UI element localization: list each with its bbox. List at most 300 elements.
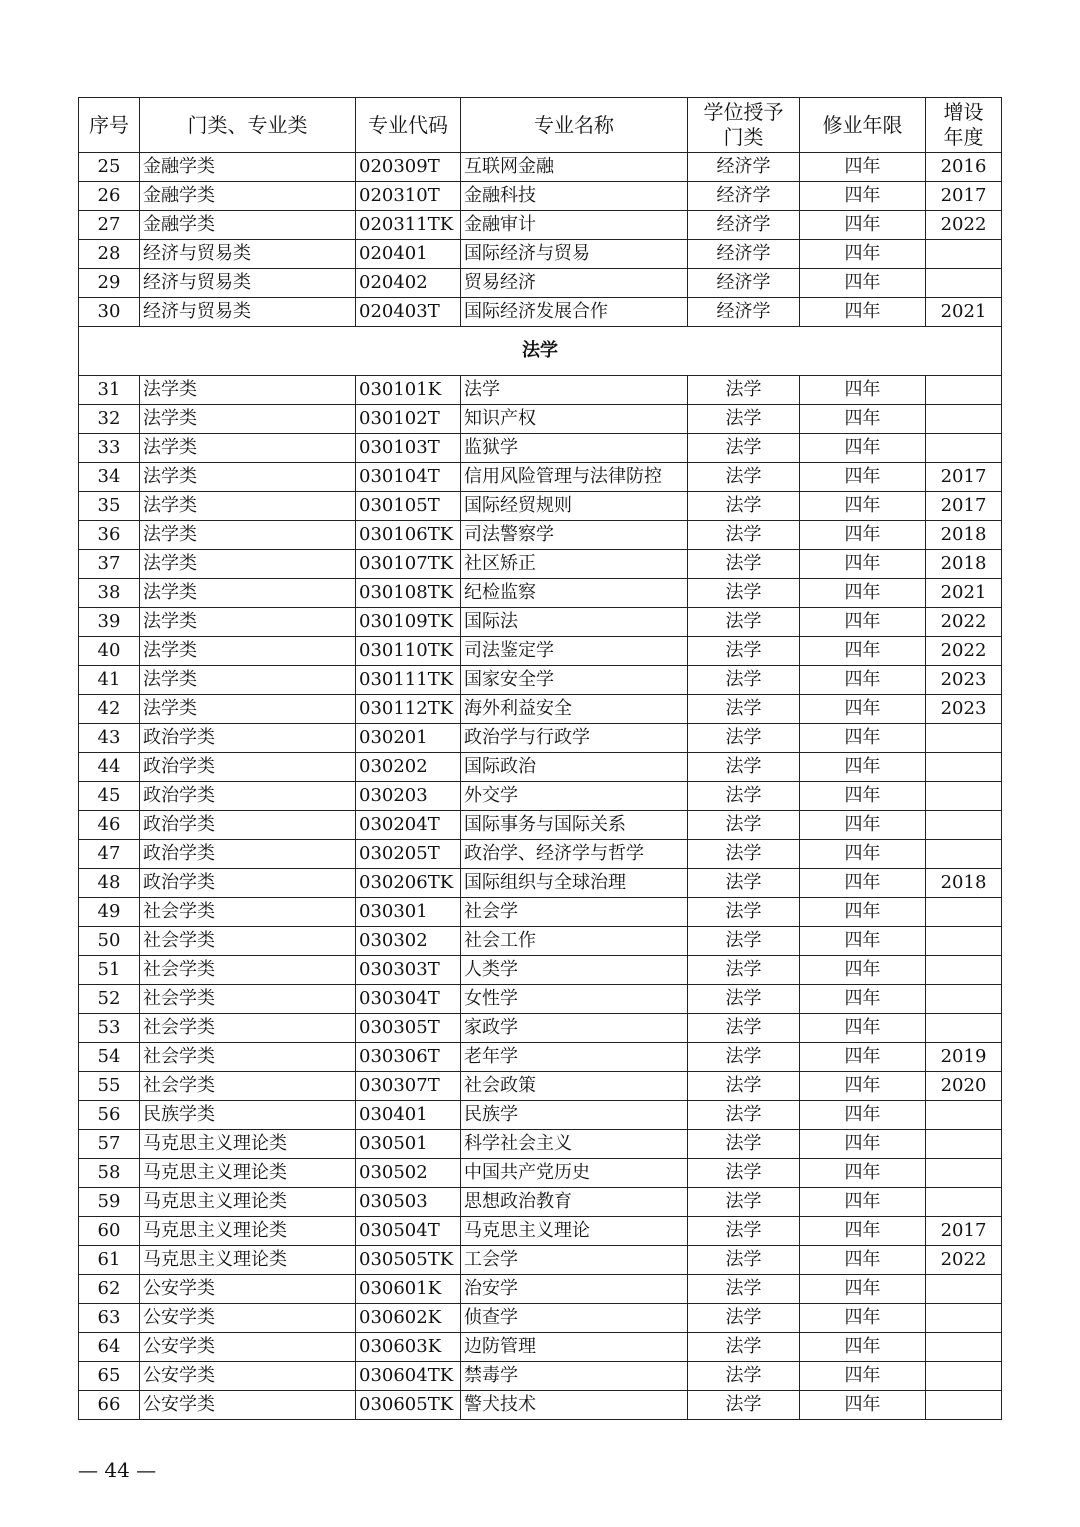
- cell-degree: 法学: [688, 840, 800, 869]
- cell-code: 030205T: [356, 840, 461, 869]
- cell-year-added: [926, 724, 1002, 753]
- cell-name: 政治学与行政学: [461, 724, 688, 753]
- cell-category: 法学类: [140, 579, 356, 608]
- table-row: [79, 637, 1002, 666]
- cell-duration: 四年: [800, 298, 926, 327]
- cell-seq: 57: [79, 1130, 140, 1159]
- cell-category: 公安学类: [140, 1333, 356, 1362]
- cell-name: 金融科技: [461, 182, 688, 211]
- cell-duration: 四年: [800, 434, 926, 463]
- cell-code: 030109TK: [356, 608, 461, 637]
- cell-code: 020311TK: [356, 211, 461, 240]
- cell-category: 政治学类: [140, 811, 356, 840]
- cell-year-added: 2022: [926, 211, 1002, 240]
- cell-code: 030505TK: [356, 1246, 461, 1275]
- cell-year-added: 2018: [926, 521, 1002, 550]
- cell-category: 社会学类: [140, 1072, 356, 1101]
- cell-code: 030108TK: [356, 579, 461, 608]
- majors-table: [78, 97, 1002, 1420]
- cell-category: 社会学类: [140, 1043, 356, 1072]
- cell-year-added: [926, 840, 1002, 869]
- cell-seq: 33: [79, 434, 140, 463]
- cell-name: 社会学: [461, 898, 688, 927]
- cell-name: 国际经济发展合作: [461, 298, 688, 327]
- cell-degree: 法学: [688, 753, 800, 782]
- section-title: 法学: [79, 327, 1002, 376]
- cell-year-added: [926, 753, 1002, 782]
- table-row: [79, 376, 1002, 405]
- cell-duration: 四年: [800, 782, 926, 811]
- table-row: [79, 550, 1002, 579]
- cell-category: 金融学类: [140, 153, 356, 182]
- cell-year-added: 2022: [926, 637, 1002, 666]
- cell-seq: 53: [79, 1014, 140, 1043]
- cell-name: 科学社会主义: [461, 1130, 688, 1159]
- cell-degree: 法学: [688, 1188, 800, 1217]
- cell-code: 030206TK: [356, 869, 461, 898]
- cell-seq: 54: [79, 1043, 140, 1072]
- cell-seq: 44: [79, 753, 140, 782]
- cell-degree: 法学: [688, 1304, 800, 1333]
- cell-category: 政治学类: [140, 724, 356, 753]
- cell-code: 030302: [356, 927, 461, 956]
- cell-code: 030111TK: [356, 666, 461, 695]
- cell-category: 社会学类: [140, 898, 356, 927]
- cell-category: 法学类: [140, 463, 356, 492]
- cell-duration: 四年: [800, 985, 926, 1014]
- cell-name: 社会工作: [461, 927, 688, 956]
- cell-name: 中国共产党历史: [461, 1159, 688, 1188]
- cell-degree: 法学: [688, 1333, 800, 1362]
- cell-category: 经济与贸易类: [140, 269, 356, 298]
- cell-name: 人类学: [461, 956, 688, 985]
- cell-duration: 四年: [800, 1043, 926, 1072]
- cell-name: 国际政治: [461, 753, 688, 782]
- table-row: [79, 269, 1002, 298]
- cell-code: 030602K: [356, 1304, 461, 1333]
- table-row: [79, 1072, 1002, 1101]
- cell-code: 020309T: [356, 153, 461, 182]
- cell-code: 030601K: [356, 1275, 461, 1304]
- cell-duration: 四年: [800, 579, 926, 608]
- cell-name: 司法警察学: [461, 521, 688, 550]
- cell-category: 马克思主义理论类: [140, 1130, 356, 1159]
- header-seq: 序号: [79, 98, 140, 153]
- cell-seq: 42: [79, 695, 140, 724]
- cell-name: 国际法: [461, 608, 688, 637]
- cell-degree: 法学: [688, 985, 800, 1014]
- cell-category: 社会学类: [140, 985, 356, 1014]
- cell-year-added: [926, 1275, 1002, 1304]
- cell-seq: 37: [79, 550, 140, 579]
- cell-code: 030307T: [356, 1072, 461, 1101]
- cell-name: 国家安全学: [461, 666, 688, 695]
- cell-year-added: [926, 1188, 1002, 1217]
- cell-duration: 四年: [800, 608, 926, 637]
- cell-year-added: [926, 1333, 1002, 1362]
- cell-degree: 法学: [688, 1246, 800, 1275]
- cell-seq: 41: [79, 666, 140, 695]
- cell-year-added: [926, 898, 1002, 927]
- cell-seq: 43: [79, 724, 140, 753]
- cell-duration: 四年: [800, 492, 926, 521]
- cell-seq: 58: [79, 1159, 140, 1188]
- cell-name: 国际经济与贸易: [461, 240, 688, 269]
- cell-duration: 四年: [800, 182, 926, 211]
- header-duration: 修业年限: [800, 98, 926, 153]
- cell-category: 法学类: [140, 695, 356, 724]
- table-row: [79, 724, 1002, 753]
- cell-code: 030105T: [356, 492, 461, 521]
- cell-seq: 66: [79, 1391, 140, 1420]
- cell-code: 030401: [356, 1101, 461, 1130]
- cell-degree: 法学: [688, 608, 800, 637]
- cell-duration: 四年: [800, 1246, 926, 1275]
- cell-year-added: 2018: [926, 550, 1002, 579]
- cell-duration: 四年: [800, 521, 926, 550]
- cell-duration: 四年: [800, 927, 926, 956]
- table-row: [79, 579, 1002, 608]
- cell-name: 思想政治教育: [461, 1188, 688, 1217]
- table-row: [79, 240, 1002, 269]
- cell-duration: 四年: [800, 1188, 926, 1217]
- cell-code: 030102T: [356, 405, 461, 434]
- cell-category: 政治学类: [140, 869, 356, 898]
- cell-degree: 法学: [688, 666, 800, 695]
- cell-seq: 51: [79, 956, 140, 985]
- cell-seq: 62: [79, 1275, 140, 1304]
- table-row: [79, 753, 1002, 782]
- cell-degree: 法学: [688, 1101, 800, 1130]
- cell-year-added: [926, 1362, 1002, 1391]
- cell-degree: 法学: [688, 463, 800, 492]
- table-row: [79, 1246, 1002, 1275]
- cell-code: 030305T: [356, 1014, 461, 1043]
- cell-seq: 34: [79, 463, 140, 492]
- cell-degree: 经济学: [688, 269, 800, 298]
- table-row: [79, 1275, 1002, 1304]
- table-row: [79, 405, 1002, 434]
- cell-seq: 28: [79, 240, 140, 269]
- cell-name: 信用风险管理与法律防控: [461, 463, 688, 492]
- cell-name: 国际经贸规则: [461, 492, 688, 521]
- table-row: [79, 182, 1002, 211]
- table-row: [79, 985, 1002, 1014]
- cell-name: 国际事务与国际关系: [461, 811, 688, 840]
- cell-code: 030201: [356, 724, 461, 753]
- cell-duration: 四年: [800, 463, 926, 492]
- cell-code: 030202: [356, 753, 461, 782]
- section-row: [79, 327, 1002, 376]
- cell-category: 公安学类: [140, 1391, 356, 1420]
- cell-category: 马克思主义理论类: [140, 1217, 356, 1246]
- table-row: [79, 521, 1002, 550]
- cell-seq: 38: [79, 579, 140, 608]
- cell-year-added: [926, 1130, 1002, 1159]
- cell-name: 社会政策: [461, 1072, 688, 1101]
- table-row: [79, 840, 1002, 869]
- cell-name: 外交学: [461, 782, 688, 811]
- cell-code: 030501: [356, 1130, 461, 1159]
- cell-code: 030107TK: [356, 550, 461, 579]
- cell-name: 禁毒学: [461, 1362, 688, 1391]
- cell-degree: 经济学: [688, 153, 800, 182]
- cell-duration: 四年: [800, 724, 926, 753]
- cell-duration: 四年: [800, 898, 926, 927]
- cell-code: 030301: [356, 898, 461, 927]
- table-row: [79, 927, 1002, 956]
- cell-year-added: [926, 811, 1002, 840]
- cell-seq: 60: [79, 1217, 140, 1246]
- cell-category: 法学类: [140, 521, 356, 550]
- cell-name: 边防管理: [461, 1333, 688, 1362]
- cell-code: 030101K: [356, 376, 461, 405]
- cell-duration: 四年: [800, 405, 926, 434]
- cell-degree: 法学: [688, 1072, 800, 1101]
- cell-degree: 法学: [688, 811, 800, 840]
- cell-duration: 四年: [800, 1275, 926, 1304]
- cell-name: 司法鉴定学: [461, 637, 688, 666]
- cell-duration: 四年: [800, 240, 926, 269]
- cell-category: 金融学类: [140, 182, 356, 211]
- cell-year-added: 2017: [926, 1217, 1002, 1246]
- cell-category: 政治学类: [140, 840, 356, 869]
- cell-code: 030112TK: [356, 695, 461, 724]
- cell-category: 法学类: [140, 550, 356, 579]
- cell-year-added: [926, 240, 1002, 269]
- table-body-law: [79, 376, 1002, 1420]
- cell-year-added: [926, 269, 1002, 298]
- cell-duration: 四年: [800, 376, 926, 405]
- table-row: [79, 1043, 1002, 1072]
- cell-year-added: 2020: [926, 1072, 1002, 1101]
- cell-seq: 46: [79, 811, 140, 840]
- table-row: [79, 1101, 1002, 1130]
- cell-seq: 52: [79, 985, 140, 1014]
- cell-category: 法学类: [140, 637, 356, 666]
- cell-category: 经济与贸易类: [140, 298, 356, 327]
- cell-duration: 四年: [800, 811, 926, 840]
- cell-degree: 法学: [688, 376, 800, 405]
- cell-degree: 法学: [688, 1217, 800, 1246]
- cell-year-added: 2021: [926, 579, 1002, 608]
- cell-duration: 四年: [800, 666, 926, 695]
- cell-degree: 法学: [688, 927, 800, 956]
- cell-code: 030306T: [356, 1043, 461, 1072]
- table-row: [79, 1362, 1002, 1391]
- cell-degree: 法学: [688, 869, 800, 898]
- cell-category: 经济与贸易类: [140, 240, 356, 269]
- cell-category: 马克思主义理论类: [140, 1246, 356, 1275]
- table-row: [79, 434, 1002, 463]
- table-row: [79, 1304, 1002, 1333]
- table-header-row: [79, 98, 1002, 153]
- cell-name: 互联网金融: [461, 153, 688, 182]
- table-body-economics: [79, 153, 1002, 327]
- cell-code: 030303T: [356, 956, 461, 985]
- cell-seq: 26: [79, 182, 140, 211]
- cell-name: 工会学: [461, 1246, 688, 1275]
- cell-category: 法学类: [140, 492, 356, 521]
- cell-code: 030203: [356, 782, 461, 811]
- cell-degree: 法学: [688, 1014, 800, 1043]
- table-row: [79, 695, 1002, 724]
- cell-duration: 四年: [800, 840, 926, 869]
- cell-degree: 法学: [688, 1362, 800, 1391]
- section-law: [79, 327, 1002, 376]
- cell-category: 法学类: [140, 376, 356, 405]
- cell-seq: 36: [79, 521, 140, 550]
- page-number: — 44 —: [78, 1458, 157, 1482]
- cell-year-added: 2021: [926, 298, 1002, 327]
- cell-code: 020310T: [356, 182, 461, 211]
- cell-category: 马克思主义理论类: [140, 1188, 356, 1217]
- cell-name: 老年学: [461, 1043, 688, 1072]
- cell-year-added: 2023: [926, 666, 1002, 695]
- cell-code: 020403T: [356, 298, 461, 327]
- cell-year-added: [926, 985, 1002, 1014]
- table-row: [79, 608, 1002, 637]
- cell-duration: 四年: [800, 1333, 926, 1362]
- cell-degree: 经济学: [688, 211, 800, 240]
- header-code: 专业代码: [356, 98, 461, 153]
- cell-duration: 四年: [800, 1130, 926, 1159]
- table-row: [79, 956, 1002, 985]
- cell-code: 030604TK: [356, 1362, 461, 1391]
- cell-code: 030104T: [356, 463, 461, 492]
- cell-seq: 64: [79, 1333, 140, 1362]
- table-row: [79, 782, 1002, 811]
- table-row: [79, 811, 1002, 840]
- cell-degree: 法学: [688, 405, 800, 434]
- cell-seq: 30: [79, 298, 140, 327]
- table-row: [79, 211, 1002, 240]
- cell-year-added: [926, 1014, 1002, 1043]
- cell-year-added: 2019: [926, 1043, 1002, 1072]
- cell-year-added: [926, 1159, 1002, 1188]
- cell-name: 社区矫正: [461, 550, 688, 579]
- cell-degree: 法学: [688, 1159, 800, 1188]
- table-row: [79, 153, 1002, 182]
- cell-degree: 法学: [688, 550, 800, 579]
- cell-category: 法学类: [140, 405, 356, 434]
- cell-duration: 四年: [800, 1014, 926, 1043]
- cell-code: 030605TK: [356, 1391, 461, 1420]
- cell-seq: 25: [79, 153, 140, 182]
- cell-degree: 法学: [688, 724, 800, 753]
- cell-degree: 法学: [688, 695, 800, 724]
- cell-seq: 56: [79, 1101, 140, 1130]
- cell-degree: 法学: [688, 521, 800, 550]
- cell-name: 女性学: [461, 985, 688, 1014]
- cell-code: 030110TK: [356, 637, 461, 666]
- cell-name: 家政学: [461, 1014, 688, 1043]
- cell-seq: 27: [79, 211, 140, 240]
- cell-duration: 四年: [800, 1391, 926, 1420]
- cell-code: 030304T: [356, 985, 461, 1014]
- cell-name: 警犬技术: [461, 1391, 688, 1420]
- cell-duration: 四年: [800, 1159, 926, 1188]
- cell-duration: 四年: [800, 1101, 926, 1130]
- table-row: [79, 1130, 1002, 1159]
- cell-year-added: 2023: [926, 695, 1002, 724]
- cell-category: 金融学类: [140, 211, 356, 240]
- cell-category: 马克思主义理论类: [140, 1159, 356, 1188]
- cell-year-added: 2017: [926, 463, 1002, 492]
- table-row: [79, 1188, 1002, 1217]
- table-row: [79, 869, 1002, 898]
- cell-year-added: [926, 376, 1002, 405]
- cell-year-added: 2017: [926, 492, 1002, 521]
- cell-degree: 法学: [688, 1275, 800, 1304]
- cell-code: 030504T: [356, 1217, 461, 1246]
- cell-year-added: [926, 1101, 1002, 1130]
- table-row: [79, 298, 1002, 327]
- cell-degree: 法学: [688, 1391, 800, 1420]
- cell-name: 海外利益安全: [461, 695, 688, 724]
- cell-seq: 65: [79, 1362, 140, 1391]
- cell-year-added: [926, 1304, 1002, 1333]
- table-row: [79, 1333, 1002, 1362]
- cell-degree: 法学: [688, 637, 800, 666]
- cell-duration: 四年: [800, 153, 926, 182]
- cell-code: 030103T: [356, 434, 461, 463]
- cell-name: 监狱学: [461, 434, 688, 463]
- cell-degree: 法学: [688, 956, 800, 985]
- cell-degree: 法学: [688, 1043, 800, 1072]
- cell-seq: 59: [79, 1188, 140, 1217]
- cell-duration: 四年: [800, 550, 926, 579]
- cell-category: 社会学类: [140, 956, 356, 985]
- cell-category: 政治学类: [140, 782, 356, 811]
- cell-code: 030603K: [356, 1333, 461, 1362]
- cell-name: 贸易经济: [461, 269, 688, 298]
- cell-category: 社会学类: [140, 1014, 356, 1043]
- cell-seq: 45: [79, 782, 140, 811]
- cell-degree: 经济学: [688, 240, 800, 269]
- cell-seq: 48: [79, 869, 140, 898]
- cell-duration: 四年: [800, 869, 926, 898]
- cell-duration: 四年: [800, 695, 926, 724]
- header-year-added: 增设 年度: [926, 98, 1002, 153]
- cell-degree: 经济学: [688, 298, 800, 327]
- cell-duration: 四年: [800, 1072, 926, 1101]
- cell-seq: 63: [79, 1304, 140, 1333]
- cell-code: 030204T: [356, 811, 461, 840]
- cell-category: 民族学类: [140, 1101, 356, 1130]
- cell-seq: 35: [79, 492, 140, 521]
- cell-code: 020401: [356, 240, 461, 269]
- cell-seq: 55: [79, 1072, 140, 1101]
- cell-category: 公安学类: [140, 1362, 356, 1391]
- cell-duration: 四年: [800, 956, 926, 985]
- cell-year-added: 2017: [926, 182, 1002, 211]
- table-row: [79, 492, 1002, 521]
- cell-duration: 四年: [800, 1304, 926, 1333]
- cell-degree: 法学: [688, 782, 800, 811]
- table-row: [79, 1217, 1002, 1246]
- cell-name: 治安学: [461, 1275, 688, 1304]
- cell-year-added: 2018: [926, 869, 1002, 898]
- cell-seq: 40: [79, 637, 140, 666]
- header-name: 专业名称: [461, 98, 688, 153]
- cell-name: 知识产权: [461, 405, 688, 434]
- cell-seq: 47: [79, 840, 140, 869]
- cell-name: 金融审计: [461, 211, 688, 240]
- cell-year-added: 2022: [926, 608, 1002, 637]
- cell-seq: 31: [79, 376, 140, 405]
- cell-year-added: 2016: [926, 153, 1002, 182]
